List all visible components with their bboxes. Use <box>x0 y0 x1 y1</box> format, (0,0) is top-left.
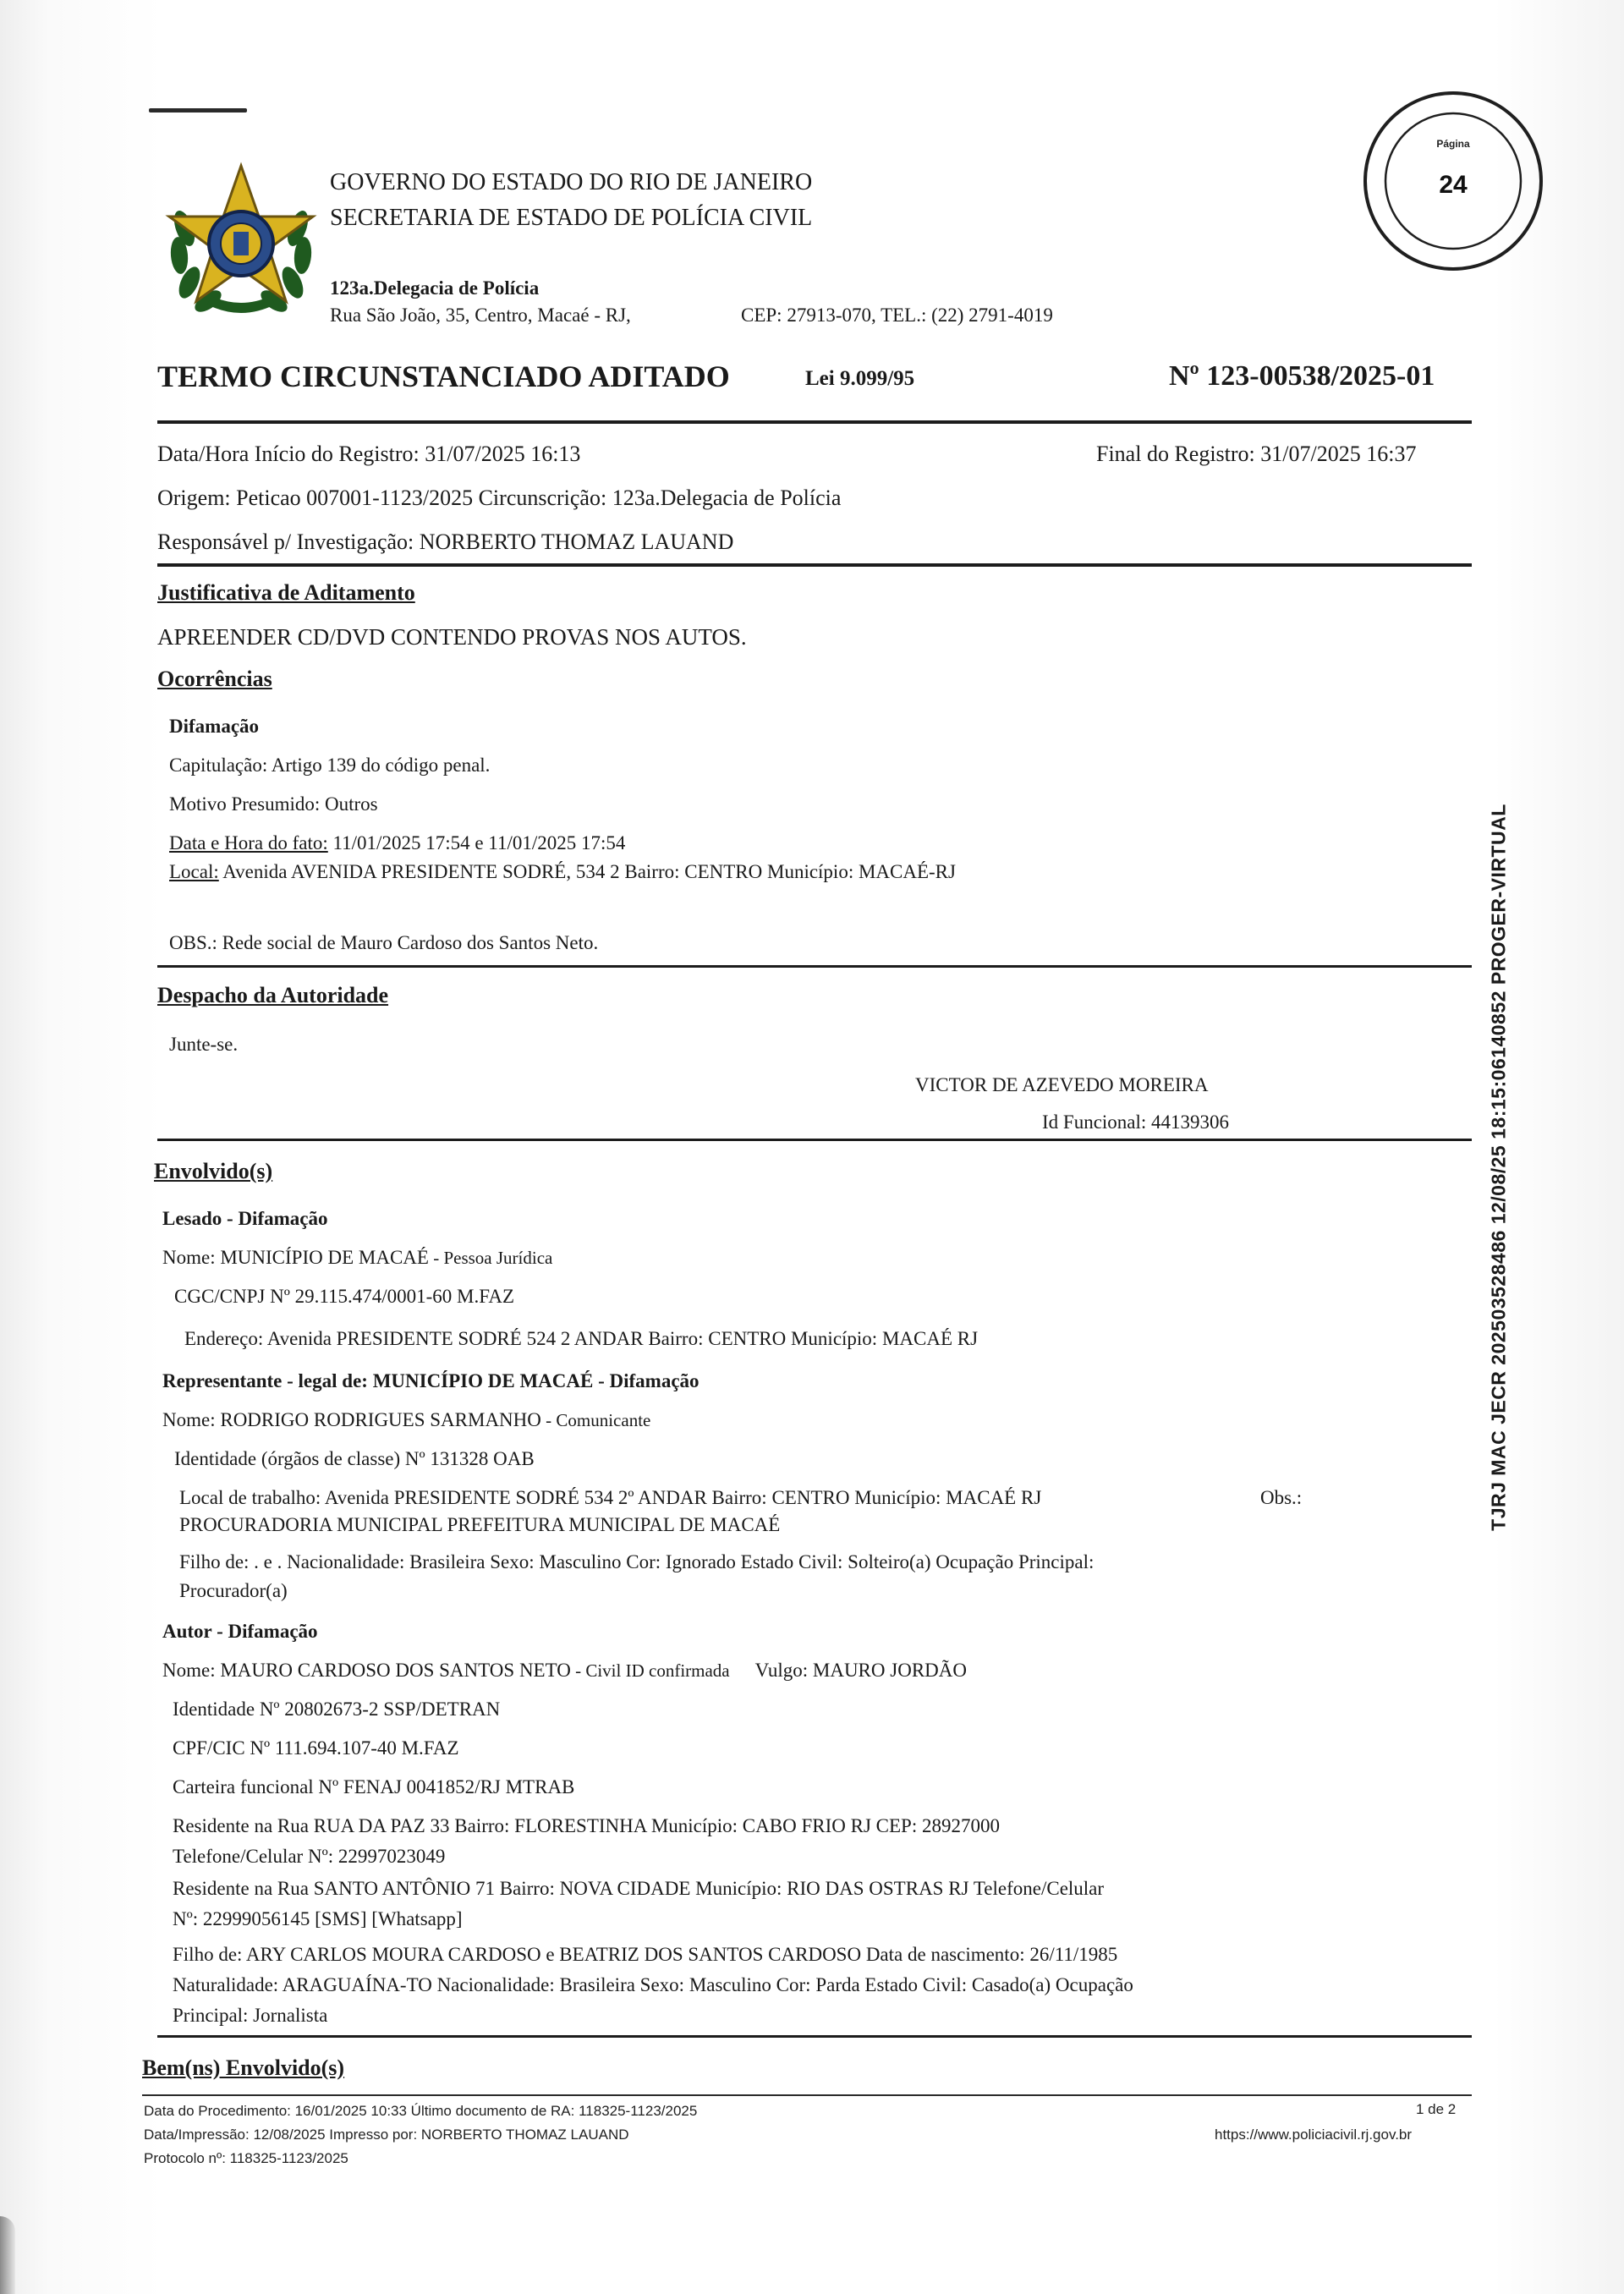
ocorrencia-obs: OBS.: Rede social de Mauro Cardoso dos Santos Neto. <box>169 932 599 953</box>
footer-page: 1 de 2 <box>1416 2101 1457 2117</box>
registro-responsavel: Responsável p/ Investigação: NORBERTO THOMAZ LAUAND <box>157 530 734 554</box>
gov-title-line1: GOVERNO DO ESTADO DO RIO DE JANEIRO <box>330 169 813 195</box>
representante-ocupacao: Procurador(a) <box>179 1580 288 1601</box>
representante-trabalho: Local de trabalho: Avenida PRESIDENTE SODRÉ 534 2º ANDAR Bairro: CENTRO Município: MACAÉ RJ <box>179 1487 1042 1508</box>
autor-residencia-1: Residente na Rua RUA DA PAZ 33 Bairro: FLORESTINHA Município: CABO FRIO RJ CEP: 28927000 <box>173 1815 1000 1836</box>
ocorrencia-local <box>169 861 956 883</box>
lesado-nome-text: Nome: MUNICÍPIO DE MACAÉ <box>162 1247 429 1268</box>
justificativa-heading: Justificativa de Aditamento <box>157 580 415 605</box>
ocorrencias-heading: Ocorrências <box>157 667 272 691</box>
footer-procedimento: Data do Procedimento: 16/01/2025 10:33 Último documento de RA: 118325-1123/2025 <box>144 2103 698 2119</box>
ocorrencia-data-label: Data e Hora do fato: <box>169 832 328 853</box>
ocorrencia-tipo: Difamação <box>169 716 260 737</box>
representante-obs-label: Obs.: <box>1260 1487 1303 1508</box>
ocorrencia-data <box>169 832 625 854</box>
document-title: TERMO CIRCUNSTANCIADO ADITADO <box>157 359 730 393</box>
autor-residencia-2: Residente na Rua SANTO ANTÔNIO 71 Bairro: NOVA CIDADE Município: RIO DAS OSTRAS RJ Telefone/Celular <box>173 1878 1105 1899</box>
delegacia-name: 123a.Delegacia de Polícia <box>330 277 540 299</box>
registro-origem: Origem: Peticao 007001-1123/2025 Circunscrição: 123a.Delegacia de Polícia <box>157 486 842 510</box>
lesado-tipo: - Pessoa Jurídica <box>428 1248 553 1268</box>
court-protocol-stamp <box>1473 744 1524 1590</box>
footer-protocolo: Protocolo nº: 118325-1123/2025 <box>144 2150 348 2166</box>
ocorrencia-local-value: Avenida AVENIDA PRESIDENTE SODRÉ, 534 2 Bairro: CENTRO Município: MACAÉ-RJ <box>218 861 956 882</box>
representante-nome-text: Nome: RODRIGO RODRIGUES SARMANHO <box>162 1409 541 1430</box>
registro-divider <box>157 563 1472 567</box>
corner-mark <box>149 108 247 113</box>
representante-identidade: Identidade (órgãos de classe) Nº 131328 OAB <box>174 1448 535 1469</box>
autor-title: Autor - Difamação <box>162 1621 318 1642</box>
despacho-id-funcional: Id Funcional: 44139306 <box>1042 1111 1230 1133</box>
delegacia-cep-tel: CEP: 27913-070, TEL.: (22) 2791-4019 <box>741 305 1053 326</box>
autor-identidade: Identidade Nº 20802673-2 SSP/DETRAN <box>173 1699 501 1720</box>
lesado-nome <box>162 1247 552 1269</box>
police-emblem-icon <box>161 161 321 321</box>
autor-ocupacao: Principal: Jornalista <box>173 2005 328 2026</box>
representante-tipo: - Comunicante <box>540 1410 651 1430</box>
stamp-page-label: Página <box>1436 138 1470 150</box>
footer-url: https://www.policiacivil.rj.gov.br <box>1215 2127 1413 2143</box>
lesado-endereco: Endereço: Avenida PRESIDENTE SODRÉ 524 2 ANDAR Bairro: CENTRO Município: MACAÉ RJ <box>184 1328 979 1349</box>
page-number-stamp <box>1360 88 1546 274</box>
autor-nome <box>162 1660 967 1682</box>
lesado-cnpj: CGC/CNPJ Nº 29.115.474/0001-60 M.FAZ <box>174 1286 515 1307</box>
ocorrencia-data-value: 11/01/2025 17:54 e 11/01/2025 17:54 <box>327 832 626 853</box>
gov-title-line2: SECRETARIA DE ESTADO DE POLÍCIA CIVIL <box>330 205 813 231</box>
autor-nome-text: Nome: MAURO CARDOSO DOS SANTOS NETO <box>162 1660 571 1681</box>
autor-vulgo: Vulgo: MAURO JORDÃO <box>754 1660 967 1681</box>
despacho-heading: Despacho da Autoridade <box>157 983 389 1007</box>
autor-filiacao: Filho de: ARY CARLOS MOURA CARDOSO e BEATRIZ DOS SANTOS CARDOSO Data de nascimento: 26/11/1985 <box>173 1944 1118 1965</box>
footer-impressao: Data/Impressão: 12/08/2025 Impresso por: NORBERTO THOMAZ LAUAND <box>144 2127 629 2143</box>
document-law: Lei 9.099/95 <box>805 367 915 390</box>
representante-trabalho-cont: PROCURADORIA MUNICIPAL PREFEITURA MUNICIPAL DE MACAÉ <box>179 1514 781 1535</box>
autor-telefone-2: Nº: 22999056145 [SMS] [Whatsapp] <box>173 1908 463 1929</box>
envolvidos-divider <box>157 2035 1472 2038</box>
registro-inicio: Data/Hora Início do Registro: 31/07/2025 16:13 <box>157 442 581 466</box>
representante-title: Representante - legal de: MUNICÍPIO DE MACAÉ - Difamação <box>162 1370 700 1391</box>
ocorrencias-divider <box>157 965 1472 968</box>
document-number: Nº 123-00538/2025-01 <box>1169 360 1435 392</box>
footer-divider <box>142 2094 1472 2096</box>
autor-carteira: Carteira funcional Nº FENAJ 0041852/RJ MTRAB <box>173 1776 575 1797</box>
ocorrencia-capitulacao: Capitulação: Artigo 139 do código penal. <box>169 755 491 776</box>
despacho-divider <box>157 1139 1472 1141</box>
despacho-autoridade: VICTOR DE AZEVEDO MOREIRA <box>915 1074 1209 1095</box>
autor-civil-id: - Civil ID confirmada <box>570 1660 730 1681</box>
delegacia-address: Rua São João, 35, Centro, Macaé - RJ, <box>330 305 631 326</box>
autor-telefone-1: Telefone/Celular Nº: 22997023049 <box>173 1846 446 1867</box>
stamp-page-number: 24 <box>1439 171 1468 199</box>
court-protocol-text: TJRJ MAC JECR 202503528486 12/08/25 18:15:06140852 PROGER-VIRTUAL <box>1487 804 1510 1531</box>
ocorrencia-local-label: Local: <box>169 861 219 882</box>
registro-final: Final do Registro: 31/07/2025 16:37 <box>1096 442 1417 466</box>
despacho-text: Junte-se. <box>169 1034 239 1055</box>
lesado-title: Lesado - Difamação <box>162 1208 328 1229</box>
title-divider <box>157 420 1472 424</box>
bens-heading: Bem(ns) Envolvido(s) <box>142 2055 345 2080</box>
autor-cpf: CPF/CIC Nº 111.694.107-40 M.FAZ <box>173 1737 459 1759</box>
autor-naturalidade: Naturalidade: ARAGUAÍNA-TO Nacionalidade: Brasileira Sexo: Masculino Cor: Parda Estado Civil: Casado(a) Ocupação <box>173 1974 1133 1995</box>
representante-nome <box>162 1409 650 1431</box>
justificativa-text: APREENDER CD/DVD CONTENDO PROVAS NOS AUTOS. <box>157 624 747 650</box>
representante-filiacao: Filho de: . e . Nacionalidade: Brasileira Sexo: Masculino Cor: Ignorado Estado Civil: Solteiro(a) Ocupação Principal: <box>179 1551 1095 1572</box>
scan-edge-artifact <box>0 2216 15 2294</box>
envolvidos-heading: Envolvido(s) <box>154 1159 273 1183</box>
ocorrencia-motivo: Motivo Presumido: Outros <box>169 793 378 815</box>
